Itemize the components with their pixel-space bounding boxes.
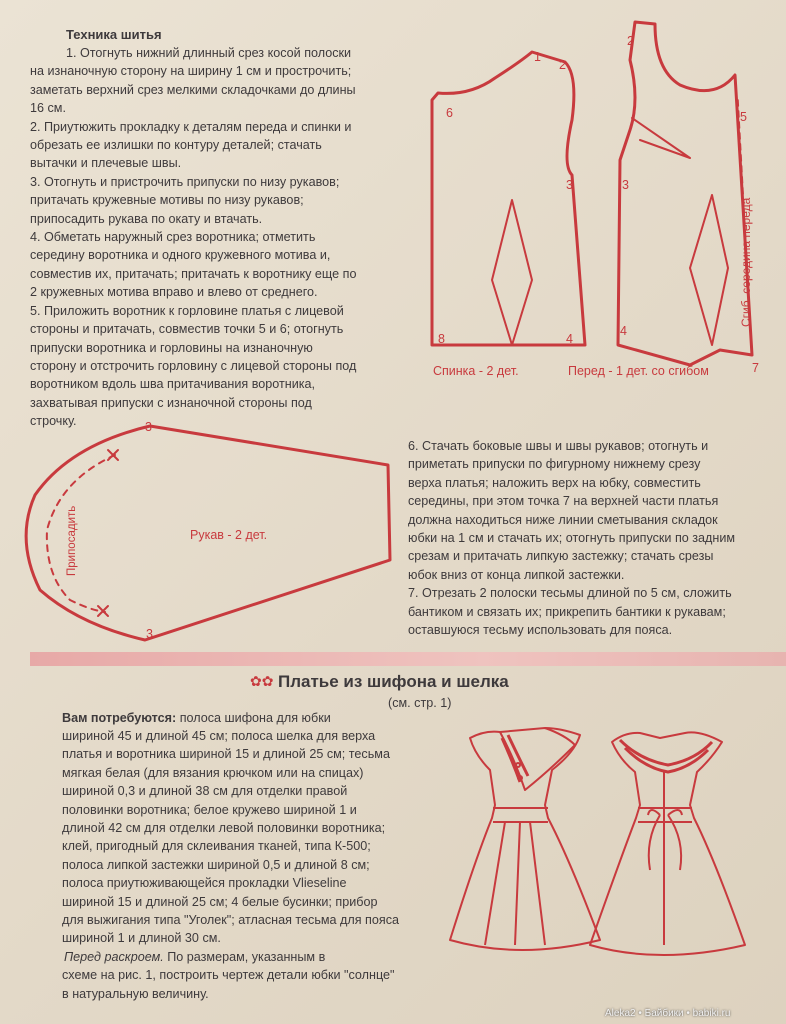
text-line: середины, при этом точка 7 на верхней части платья [408,494,719,509]
text-line: для выжигания типа "Уголек"; атласная тесьма для пояса [62,913,400,928]
watermark: Aleka2 • Байбики • babiki.ru [605,1008,731,1019]
text-line: клей, пригодный для склеивания тканей, типа К-500; [62,839,371,854]
text-line: юбок вниз от конца липкой застежки. [408,567,625,582]
point-label-4-front: 4 [620,324,627,338]
text-line: схеме на рис. 1, построить чертеж детали юбки "солнце" [62,968,395,983]
text-line: юбки на 1 см и стачать их; отогнуть припуски по задним [408,531,736,546]
point-label-3-front: 3 [622,178,629,192]
text-line: 2 кружевных мотива вправо и влево от среднего. [30,285,318,300]
text-line: припосадить рукава по окату и втачать. [30,211,263,226]
back-piece-label: Спинка - 2 дет. [433,364,519,378]
text-line: притачать кружевные мотивы по низу рукавов; [30,193,304,208]
text-line: заметать верхний срез мелкими складочками до длины [30,82,356,97]
ease-label: Припосадить [66,505,78,576]
text-line: 7. Отрезать 2 полоски тесьмы длиной по 5 см, сложить [408,586,732,601]
text-line: на изнаночную сторону на ширину 1 см и прострочить; [30,64,352,79]
flower-icon: ✿✿ [250,673,274,689]
sleeve-label: Рукав - 2 дет. [190,528,268,542]
front-piece-label: Перед - 1 дет. со сгибом [568,364,709,378]
text-line: стороны и притачать, совместив точки 5 и 6; отогнуть [30,322,344,337]
text-line: 16 см. [30,101,66,116]
text-line: По размерам, указанным в [163,950,326,964]
text-line: сторону и отстрочить горловину с лицевой стороны под [30,358,357,373]
text-line: половинки воротника; белое кружево шириной 1 и [62,802,357,817]
dress-front-drawing [450,728,600,950]
text-line: должна находиться ниже линии сметывания складок [408,512,718,527]
text-line: шириной 45 и длиной 45 см; полоса шелка для верха [62,729,376,743]
text-line: середину воротника и одного кружевного мотива и, [30,248,331,263]
text-line: 4. Обметать наружный срез воротника; отметить [30,230,316,245]
text-line: воротником вдоль шва притачивания воротника, [30,377,316,392]
text-line: совместив их, притачать; притачать к воротнику еще по [30,266,357,281]
text-line: шириной 1 и длиной 30 см. [62,931,221,946]
point-label-3-back: 3 [566,178,573,192]
point-label-2: 2 [559,58,566,72]
point-label-1: 1 [534,50,541,64]
text-line: полоса липкой застежки шириной 0,5 и длиной 8 см; [62,857,370,872]
text-line: оставшуюся тесьму использовать для пояса. [408,623,673,638]
text-line: шириной 15 и длиной 25 см; 4 белые бусинки; прибор [62,894,378,909]
text-line: длиной 42 см для отделки левой половинки воротника; [62,821,386,836]
section-title: Платье из шифона и шелка [278,672,509,691]
text-line: верха платья; наложить верх на юбку, совместить [408,475,701,490]
text-line: 3. Отогнуть и пристрочить припуски по низу рукавов; [30,174,340,189]
point-label-6: 6 [446,106,453,120]
point-label-7: 7 [752,361,759,375]
point-label-3-sleeve-bottom: 3 [146,627,153,641]
section-subtitle: (см. стр. 1) [388,696,452,710]
fold-label: Сгиб. середина переда [739,197,753,327]
text-line: платья и воротника шириной 15 и длиной 25 см; тесьма [62,747,390,762]
point-label-2-front: 2 [627,34,634,48]
materials-label: Вам потребуются: [62,711,177,725]
before-cutting-label: Перед раскроем. [64,950,164,964]
point-label-3-sleeve-top: 3 [145,420,152,434]
dress-back-drawing [590,732,745,955]
text-line: 2. Приутюжить прокладку к деталям переда и спинки и [30,119,352,134]
text-line: срезам и притачать липкую застежку; стачать срезы [408,549,714,564]
text-line: 5. Приложить воротник к горловине платья с лицевой [30,303,344,318]
text-line: в натуральную величину. [62,986,209,1001]
text-line: строчку. [30,414,77,429]
point-label-4-back: 4 [566,332,573,346]
text-line: полоса шифона для юбки [176,711,331,725]
technique-heading: Техника шитья [66,27,162,42]
text-line: шириной 0,3 и длиной 38 см для отделки правой [62,784,348,799]
text-line: 6. Стачать боковые швы и швы рукавов; отогнуть и [408,439,709,453]
text-line: захватывая припуски с изнаночной стороны под [30,395,312,410]
text-line: 1. Отогнуть нижний длинный срез косой полоски [66,46,352,60]
text-line: обрезать ее излишки по контуру деталей; стачать [30,138,322,153]
text-line: приметать припуски по фигурному нижнему срезу [408,457,701,472]
text-line: бантиком и связать их; прикрепить бантики к рукавам; [408,604,726,619]
point-label-5: 5 [740,110,747,124]
point-label-8: 8 [438,332,445,346]
text-line: полоса приутюживающейся прокладки Vlieseline [62,876,347,891]
text-line: вытачки и плечевые швы. [30,156,182,171]
text-line: мягкая белая (для вязания крючком или на спицах) [62,765,364,780]
text-line: припуски воротника и горловины на изнаночную [30,340,313,355]
